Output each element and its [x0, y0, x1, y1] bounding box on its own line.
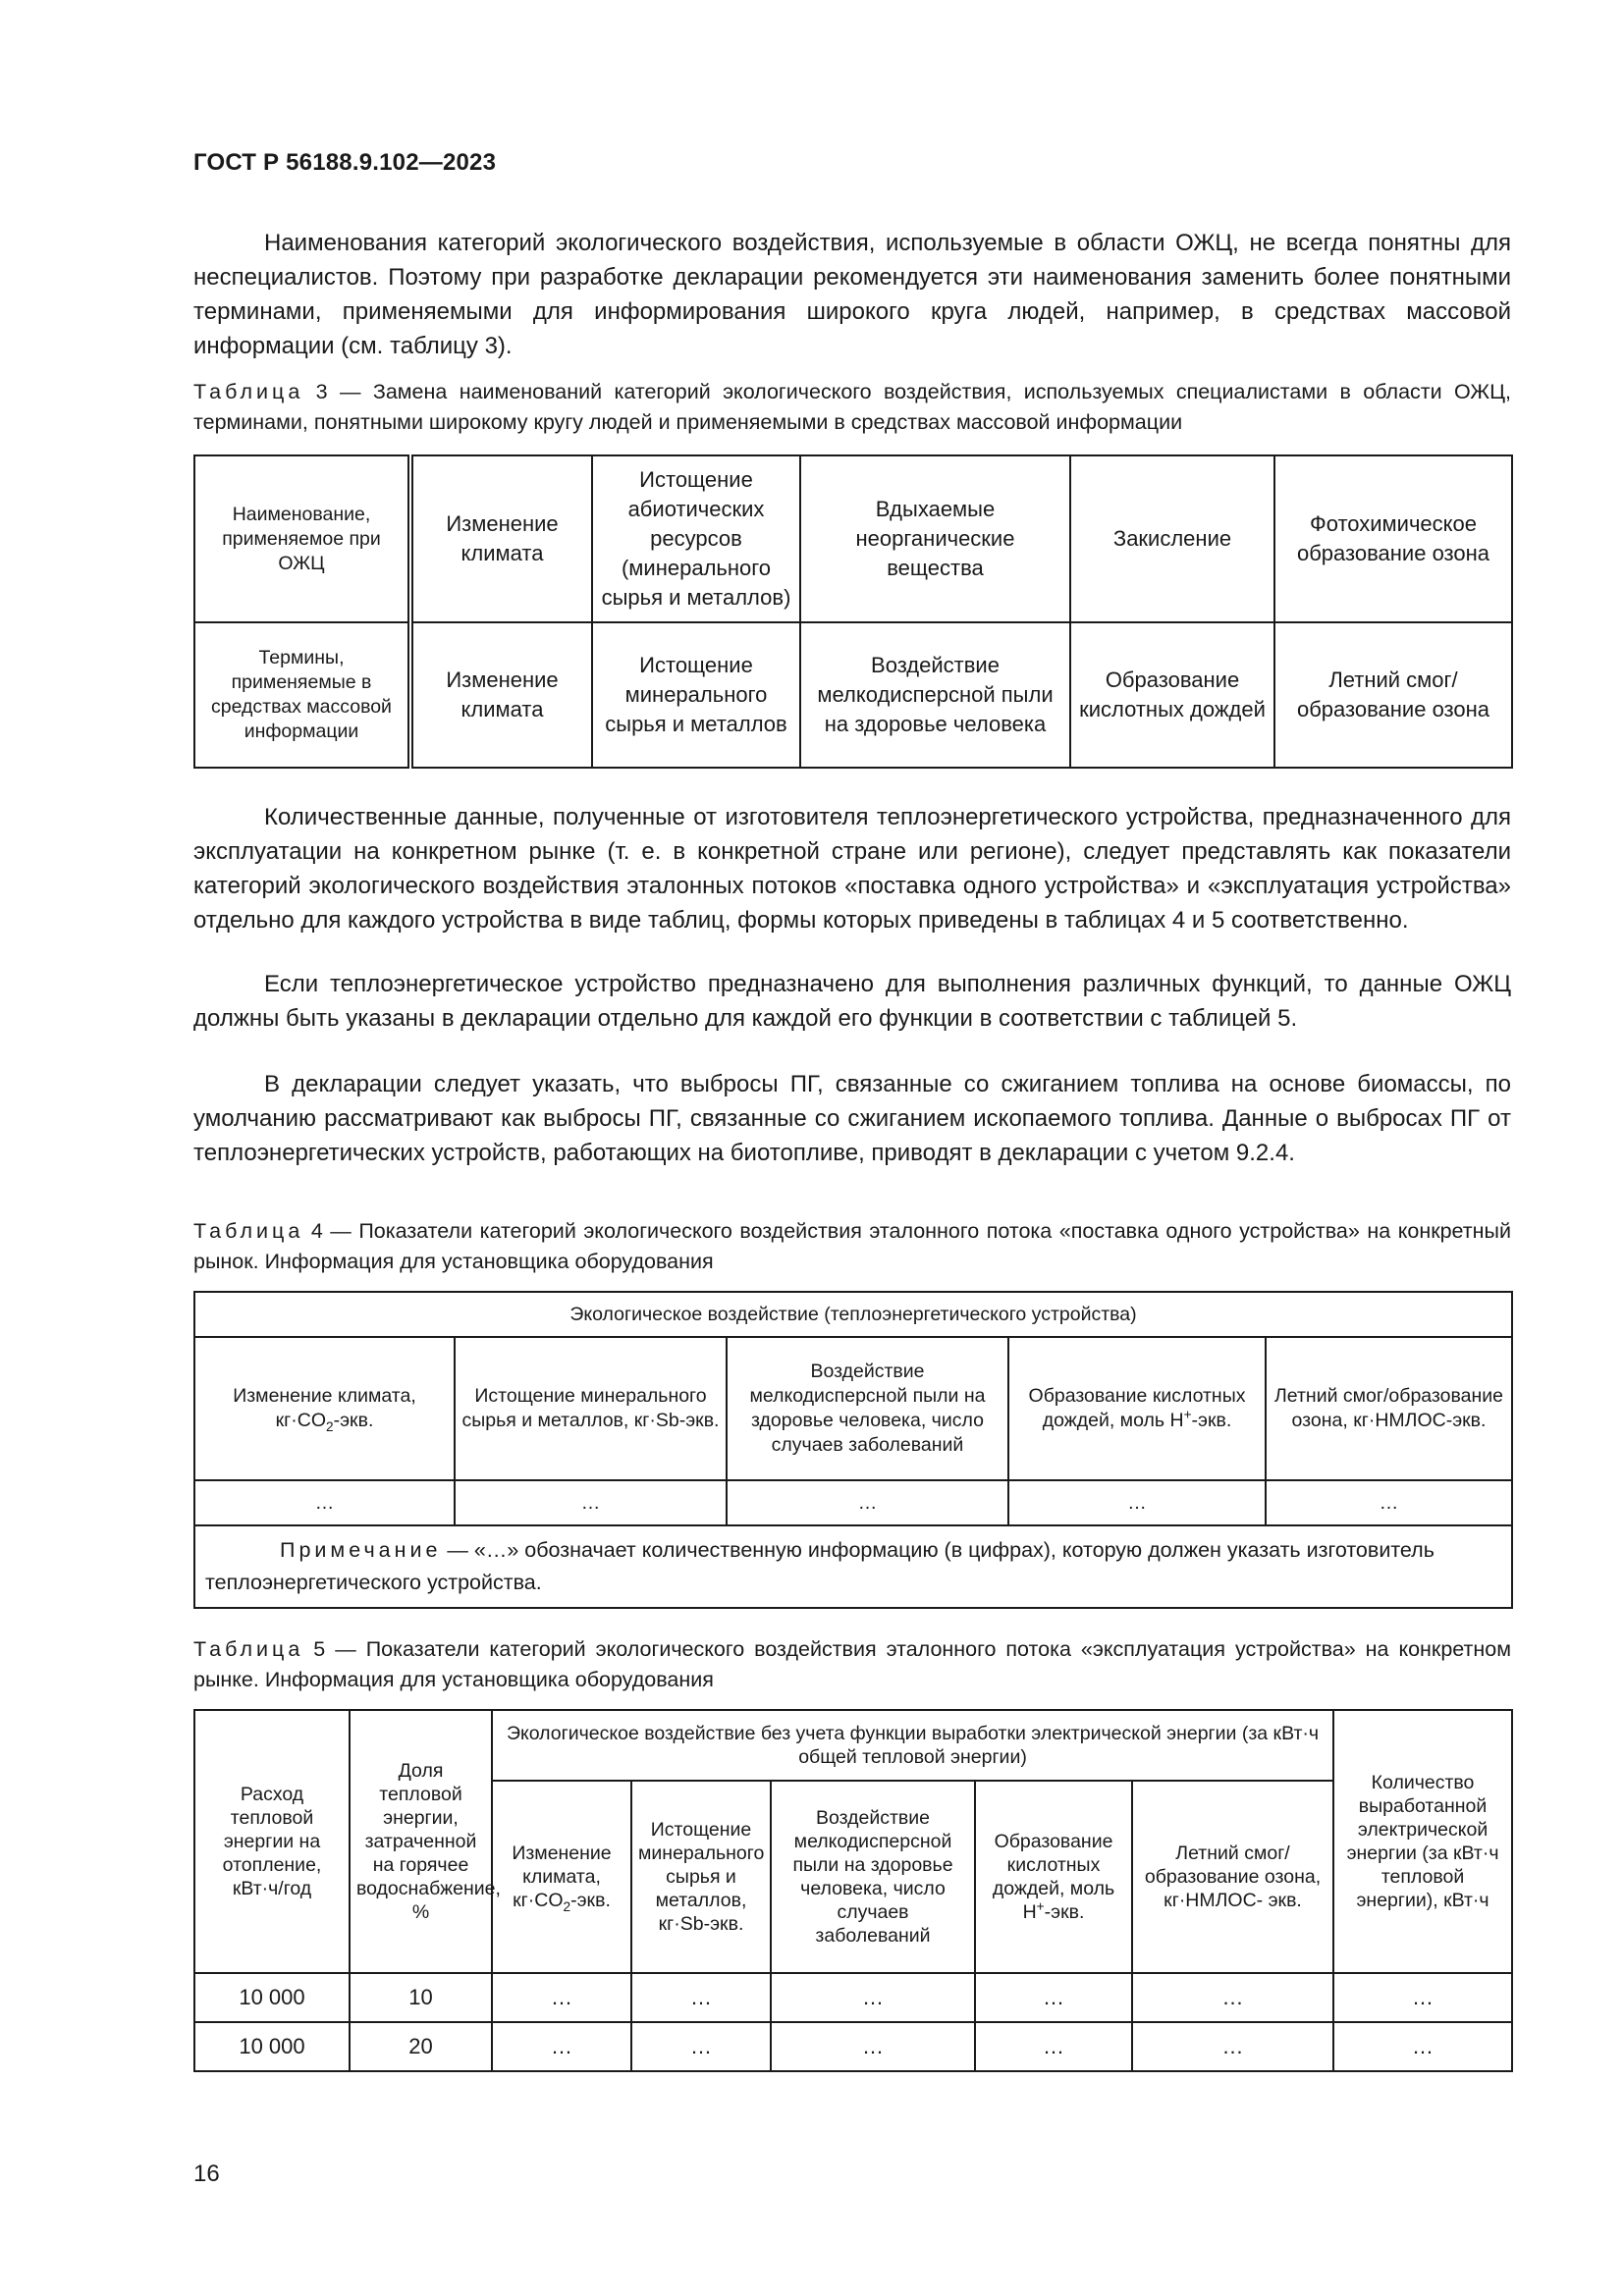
- document-id: ГОСТ Р 56188.9.102—2023: [193, 149, 497, 176]
- table3-cell: Воздействие мелкодисперсной пыли на здоровье человека: [800, 622, 1070, 768]
- table5-col-header: Образование кислотных дождей, моль H+-экв.: [975, 1781, 1132, 1973]
- table3-cell: Истощение минерального сырья и металлов: [592, 622, 800, 768]
- table5-col-heat-consumption: Расход тепловой энергии на отопление, кВт·ч/год: [194, 1710, 350, 1973]
- table5-row: [194, 1973, 1512, 2022]
- table4-col-header: Истощение минерального сырья и металлов, кг·Sb-экв.: [455, 1337, 727, 1480]
- table4-col-header: Воздействие мелкодисперсной пыли на здоровье человека, число случаев заболеваний: [727, 1337, 1008, 1480]
- table5-cell: …: [771, 1973, 975, 2022]
- table5-cell: …: [1132, 1973, 1333, 2022]
- table3-row: [194, 622, 1512, 768]
- table3-cell: Изменение климата: [410, 455, 592, 622]
- table3-row-head: Термины, применяемые в средствах массовой информации: [194, 622, 410, 768]
- table3-cell: Вдыхаемые неорганические вещества: [800, 455, 1070, 622]
- table3-cell: Истощение абиотических ресурсов (минерального сырья и металлов): [592, 455, 800, 622]
- table3-caption-text: 3 — Замена наименований категорий экологического воздействия, используемых специалистами в области ОЖЦ, терминами, понятными широкому кругу людей и применяемыми в средствах массовой информации: [193, 380, 1511, 434]
- table5-col-header: Воздействие мелкодисперсной пыли на здоровье человека, число случаев заболеваний: [771, 1781, 975, 1973]
- table5: [193, 1709, 1513, 2072]
- table4: [193, 1291, 1513, 1609]
- table4-caption-label: Таблица: [193, 1219, 304, 1243]
- table5-cell: 10 000: [194, 1973, 350, 2022]
- table5-cell: …: [975, 1973, 1132, 2022]
- table3-cell: Летний смог/образование озона: [1274, 622, 1512, 768]
- table3-row: [194, 455, 1512, 622]
- table5-row: [194, 2022, 1512, 2071]
- table3: [193, 454, 1513, 769]
- table5-caption: [193, 1634, 1511, 1695]
- table3-row-head: Наименование, применяемое при ОЖЦ: [194, 455, 410, 622]
- table4-col-header: Образование кислотных дождей, моль H+-экв.: [1008, 1337, 1266, 1480]
- table3-cell: Фотохимическое образование озона: [1274, 455, 1512, 622]
- table4-caption: [193, 1216, 1511, 1277]
- table4-cell: …: [194, 1480, 455, 1525]
- table5-cell: …: [631, 2022, 771, 2071]
- table4-cell: …: [1008, 1480, 1266, 1525]
- paragraph-biomass: В декларации следует указать, что выбросы ПГ, связанные со сжиганием топлива на основе биомассы, по умолчанию рассматривают как выбросы ПГ, связанные со сжиганием ископаемого топлива. Данные о выбросах ПГ от теплоэнергетических устройств, работающих на биотопливе, приводят в декларации с учетом 9.2.4.: [193, 1071, 1511, 1166]
- paragraph-intro: Наименования категорий экологического воздействия, используемые в области ОЖЦ, не всегда понятны для неспециалистов. Поэтому при разработке декларации рекомендуется эти наименования заменить более понятными терминами, применяемыми для информирования широкого круга людей, например, в средствах массовой информации (см. таблицу 3).: [193, 230, 1511, 359]
- table5-cell: …: [1333, 2022, 1512, 2071]
- table4-col-header: Летний смог/образование озона, кг·НМЛОС-экв.: [1266, 1337, 1512, 1480]
- table5-cell: …: [631, 1973, 771, 2022]
- table5-group-header: Экологическое воздействие без учета функции выработки электрической энергии (за кВт·ч общей тепловой энергии): [492, 1710, 1333, 1781]
- table5-col-header: Изменение климата, $кг\cdot CO_2$-экв.: [492, 1781, 631, 1973]
- table4-note: [194, 1525, 1512, 1608]
- table3-caption-label: Таблица: [193, 380, 304, 403]
- table5-caption-text: 5 — Показатели категорий экологического воздействия эталонного потока «эксплуатация устройства» на конкретном рынке. Информация для установщика оборудования: [193, 1637, 1511, 1691]
- table5-cell: …: [492, 2022, 631, 2071]
- table4-cell: …: [1266, 1480, 1512, 1525]
- table4-cell: …: [727, 1480, 1008, 1525]
- table5-caption-label: Таблица: [193, 1637, 304, 1661]
- table4-caption-text: 4 — Показатели категорий экологического воздействия эталонного потока «поставка одного устройства» на конкретный рынок. Информация для установщика оборудования: [193, 1219, 1511, 1273]
- table4-col-header: Изменение климата, $кг\cdot CO_2$-экв.: [194, 1337, 455, 1480]
- table5-cell: 10: [350, 1973, 492, 2022]
- table5-col-hot-water-share: Доля тепловой энергии, затраченной на горячее водоснабжение, %: [350, 1710, 492, 1973]
- table3-cell: Изменение климата: [410, 622, 592, 768]
- page-number: 16: [193, 2161, 220, 2187]
- table5-col-header: Летний смог/образование озона, кг·НМЛОС- экв.: [1132, 1781, 1333, 1973]
- table3-caption: [193, 377, 1511, 438]
- table4-note-label: Примечание: [280, 1538, 442, 1562]
- table4-cell: …: [455, 1480, 727, 1525]
- table5-cell: 20: [350, 2022, 492, 2071]
- table5-cell: …: [975, 2022, 1132, 2071]
- table3-cell: Образование кислотных дождей: [1070, 622, 1274, 768]
- table4-group-header: Экологическое воздействие (теплоэнергетического устройства): [194, 1292, 1512, 1337]
- table5-cell: …: [1132, 2022, 1333, 2071]
- table5-cell: …: [771, 2022, 975, 2071]
- table5-col-electric-energy: Количество выработанной электрической энергии (за кВт·ч тепловой энергии), кВт·ч: [1333, 1710, 1512, 1973]
- table4-row: [194, 1480, 1512, 1525]
- table5-cell: 10 000: [194, 2022, 350, 2071]
- table5-cell: …: [492, 1973, 631, 2022]
- table3-cell: Закисление: [1070, 455, 1274, 622]
- paragraph-functions: Если теплоэнергетическое устройство предназначено для выполнения различных функций, то данные ОЖЦ должны быть указаны в декларации отдельно для каждой его функции в соответствии с таблицей 5.: [193, 971, 1511, 1032]
- table5-col-header: Истощение минерального сырья и металлов, кг·Sb-экв.: [631, 1781, 771, 1973]
- table5-cell: …: [1333, 1973, 1512, 2022]
- table4-note-text: — «…» обозначает количественную информацию (в цифрах), которую должен указать изготовитель теплоэнергетического устройства.: [205, 1538, 1435, 1594]
- paragraph-quantitative-data: Количественные данные, полученные от изготовителя теплоэнергетического устройства, предназначенного для эксплуатации на конкретном рынке (т. е. в конкретной стране или регионе), следует представлять как показатели категорий экологического воздействия эталонных потоков «поставка одного устройства» и «эксплуатация устройства» отдельно для каждого устройства в виде таблиц, формы которых приведены в таблицах 4 и 5 соответственно.: [193, 804, 1511, 934]
